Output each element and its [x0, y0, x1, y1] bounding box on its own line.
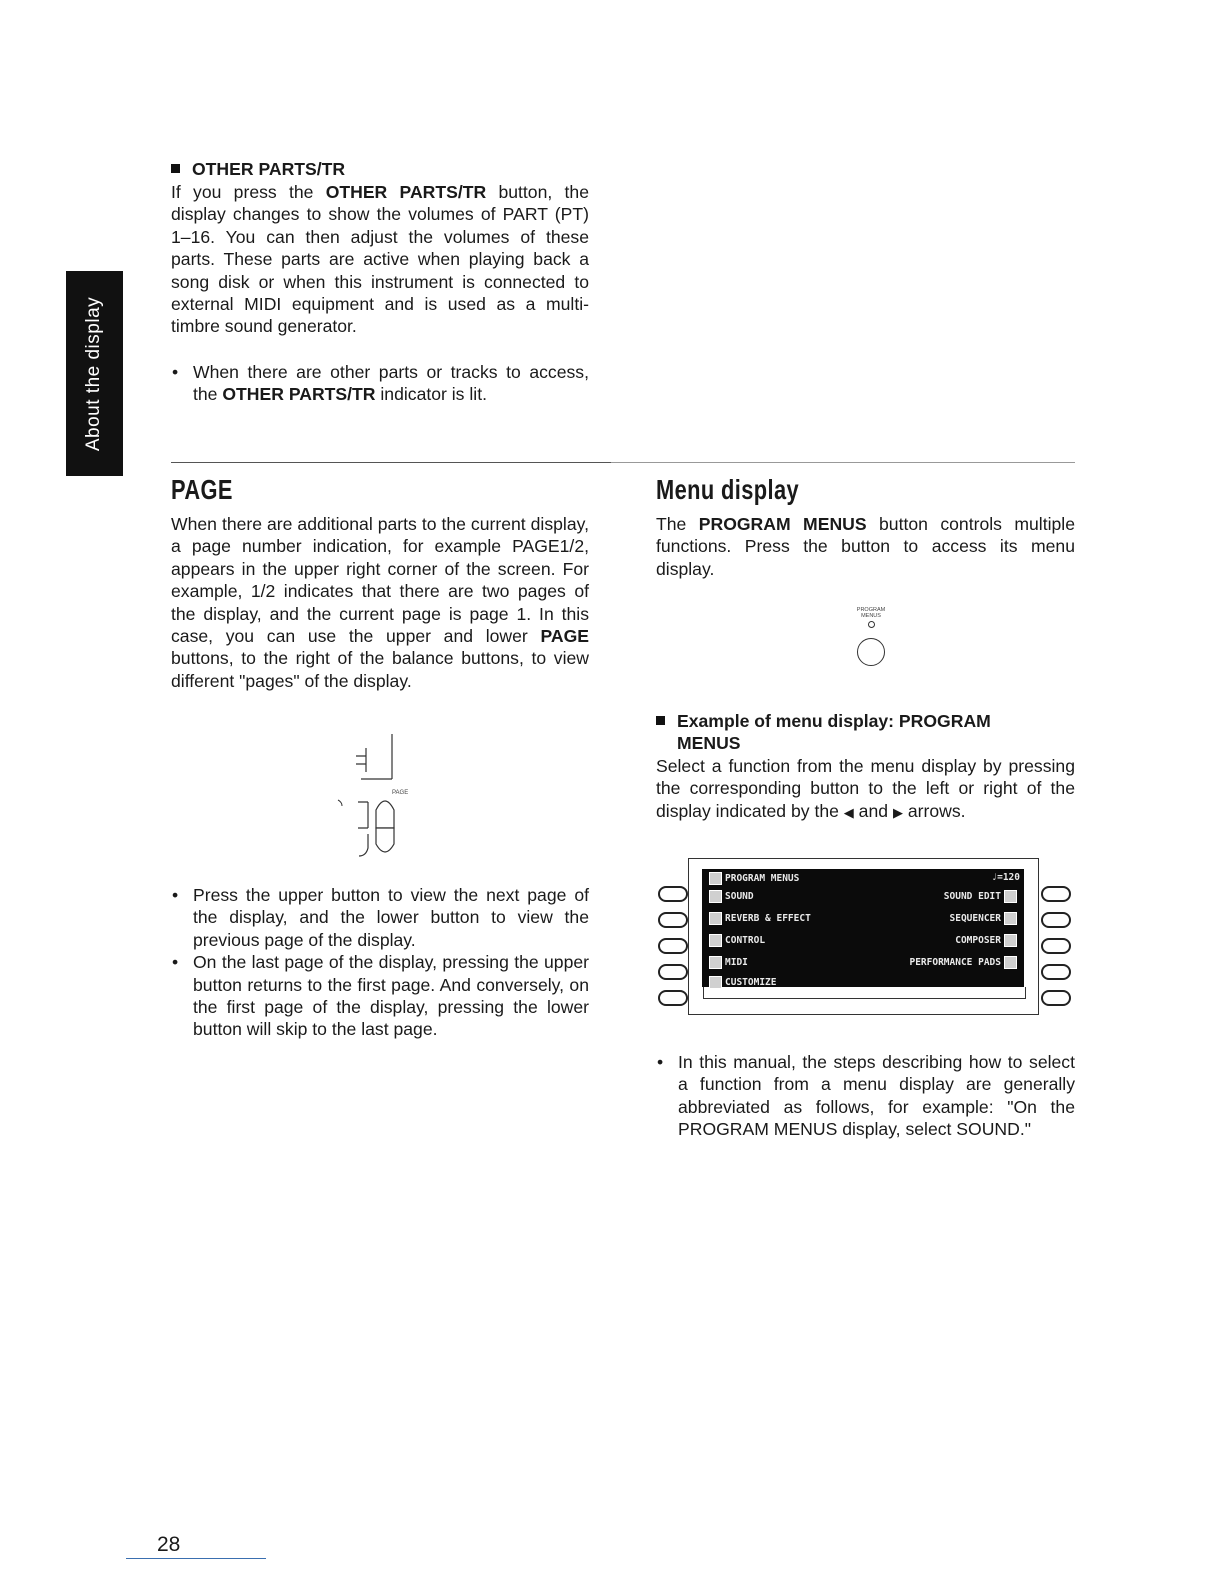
left-button-5[interactable]: [658, 990, 688, 1006]
left-button-4[interactable]: [658, 964, 688, 980]
lcd-item-sequencer[interactable]: SEQUENCER: [950, 912, 1020, 925]
sequencer-icon: [1004, 912, 1017, 925]
lcd-item-customize[interactable]: CUSTOMIZE: [706, 976, 776, 989]
left-button-3[interactable]: [658, 938, 688, 954]
lcd-item-reverb[interactable]: REVERB & EFFECT: [706, 912, 811, 925]
menu-note-bullet: • In this manual, the steps describing how to select a function from a menu display are generally abbreviated as follows, for example: "On the PROGRAM MENUS display, select SOUND.": [656, 1051, 1075, 1141]
page-number: 28: [157, 1533, 181, 1556]
other-parts-section: [171, 158, 589, 406]
right-arrow-icon: ▶: [892, 804, 903, 820]
left-button-2[interactable]: [658, 912, 688, 928]
example-paragraph: Select a function from the menu display by pressing the corresponding button to the left or right of the display indicated by the ◀ and ▶ arrows.: [656, 756, 1075, 821]
sound-icon: [709, 890, 722, 903]
lcd-tempo: ♩=120: [991, 872, 1020, 883]
menus-label: MENUS: [861, 613, 881, 619]
lcd-item-performance-pads[interactable]: PERFORMANCE PADS: [909, 956, 1020, 969]
reverb-icon: [709, 912, 722, 925]
indicator-led-icon: [868, 621, 875, 628]
sound-edit-icon: [1004, 890, 1017, 903]
midi-icon: [709, 956, 722, 969]
lcd-item-composer[interactable]: COMPOSER: [955, 934, 1020, 947]
lcd-item-control[interactable]: CONTROL: [706, 934, 765, 947]
performance-pads-icon: [1004, 956, 1017, 969]
menu-section-paragraph: The PROGRAM MENUS button controls multiple functions. Press the button to access its menu display.: [656, 514, 1075, 579]
right-button-3[interactable]: [1041, 938, 1071, 954]
side-tab-label: About the display: [83, 296, 105, 451]
lcd-title: PROGRAM MENUS: [725, 873, 800, 884]
lcd-title-row: [706, 869, 1020, 887]
right-button-5[interactable]: [1041, 990, 1071, 1006]
page-button-label: PAGE: [392, 790, 409, 796]
page-up-button: [376, 801, 394, 828]
composer-icon: [1004, 934, 1017, 947]
divider-right: [611, 462, 1075, 463]
program-label: PROGRAM: [856, 607, 886, 613]
lcd-row-2: [706, 909, 1020, 927]
lcd-row-5: [706, 973, 1020, 991]
lcd-frame: [688, 858, 1039, 1015]
lcd-item-sound[interactable]: SOUND: [706, 890, 754, 903]
left-button-1[interactable]: [658, 886, 688, 902]
menu-icon: [709, 872, 722, 885]
lcd-screen: [702, 869, 1024, 987]
side-tab: [66, 271, 123, 476]
other-parts-paragraph: If you press the OTHER PARTS/TR button, the display changes to show the volumes of PART (PT) 1–16. You can then adjust the volumes of these parts. These parts are active when playing back a song disk or when this instrument is connected to external MIDI equipment and is used as a multi-timbre sound generator.: [171, 182, 589, 337]
page-bullets: [171, 884, 589, 1041]
other-parts-bullet: • When there are other parts or tracks to access, the OTHER PARTS/TR indicator is lit.: [171, 361, 589, 406]
left-arrow-icon: ◀: [843, 804, 854, 820]
right-button-2[interactable]: [1041, 912, 1071, 928]
divider-left: [171, 462, 611, 463]
right-button-4[interactable]: [1041, 964, 1071, 980]
control-icon: [709, 934, 722, 947]
example-section: [656, 710, 1075, 824]
page-section-paragraph: When there are additional parts to the current display, a page number indication, for example PAGE1/2, appears in the upper right corner of the screen. For example, 1/2 indicates that there are two pages of the display, and the current page is page 1. In this case, you can use the upper and lower PAGE buttons, to the right of the balance buttons, to view different "pages" of the display.: [171, 514, 589, 691]
square-bullet-icon: [656, 716, 665, 725]
page-bullet-2: • On the last page of the display, pressing the upper button returns to the first page. And conversely, on the first page of the display, pressing the lower button will skip to the last page.: [171, 951, 589, 1041]
page-section-title: PAGE: [171, 474, 233, 505]
customize-icon: [709, 976, 722, 989]
program-menus-button[interactable]: [857, 638, 885, 666]
left-side-buttons: [658, 886, 688, 1006]
lcd-item-midi[interactable]: MIDI: [706, 956, 748, 969]
lcd-row-4: [706, 953, 1020, 971]
other-parts-heading: OTHER PARTS/TR: [171, 158, 589, 180]
right-side-buttons: [1041, 886, 1071, 1006]
program-menus-button-illustration: [840, 607, 902, 666]
lcd-row-1: [706, 887, 1020, 905]
lcd-item-sound-edit[interactable]: SOUND EDIT: [944, 890, 1020, 903]
page-buttons-illustration: [330, 732, 410, 862]
page-bullet-1: • Press the upper button to view the next page of the display, and the lower button to view the previous page of the display.: [171, 884, 589, 951]
square-bullet-icon: [171, 164, 180, 173]
page-down-button: [376, 828, 394, 852]
menu-section-title: Menu display: [656, 474, 800, 505]
example-heading: Example of menu display: PROGRAM MENUS: [656, 710, 1075, 754]
right-button-1[interactable]: [1041, 886, 1071, 902]
lcd-row-3: [706, 931, 1020, 949]
footer-rule: [126, 1558, 266, 1559]
